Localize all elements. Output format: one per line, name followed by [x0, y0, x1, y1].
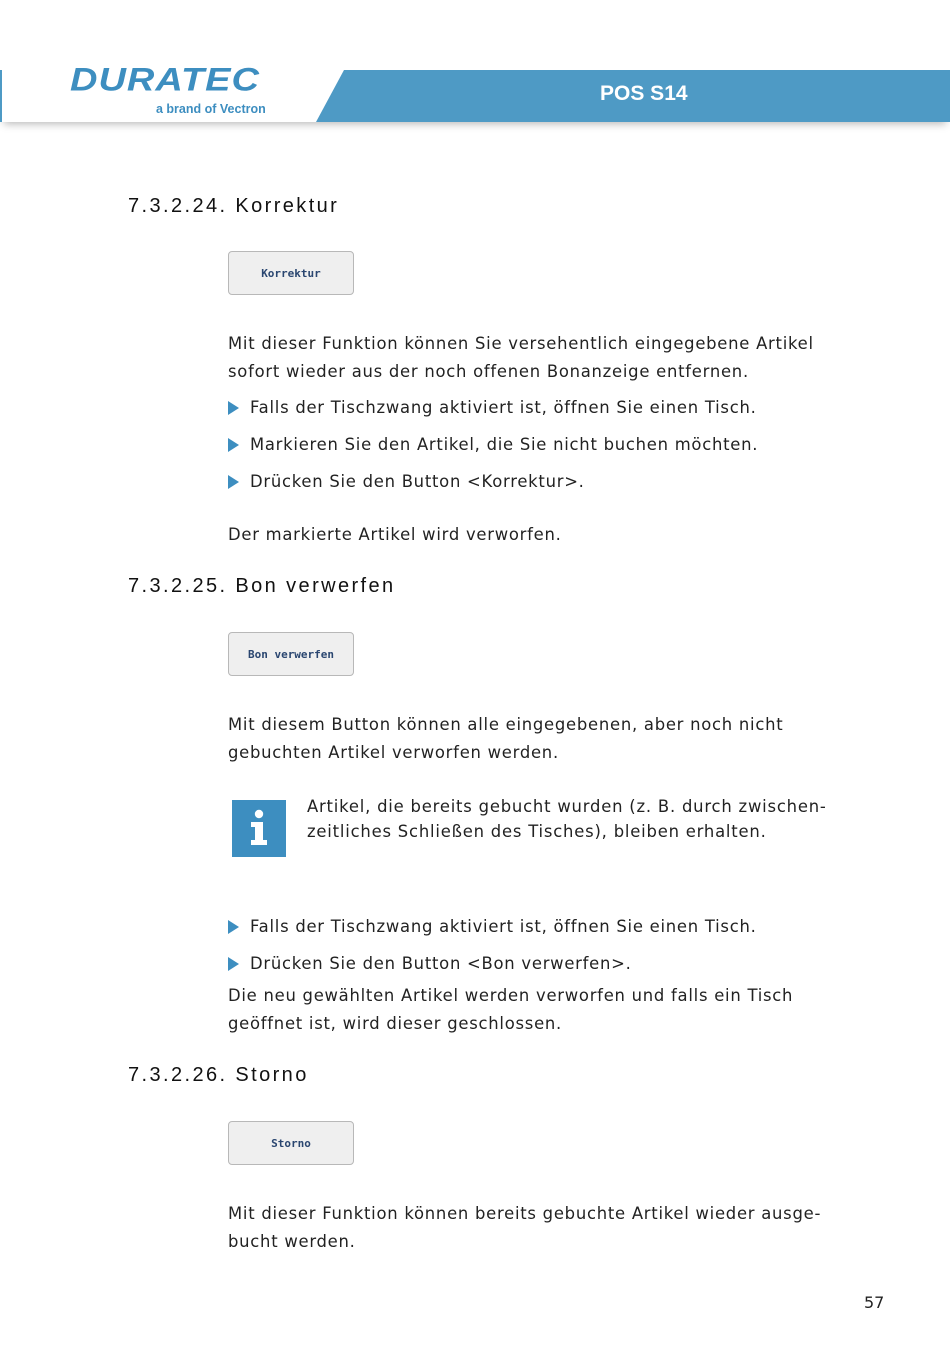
list-item-text: Markieren Sie den Artikel, die Sie nicht buchen möchten. — [250, 435, 759, 454]
bon-verwerfen-result — [228, 982, 868, 1037]
bon-verwerfen-result-line-2: geöffnet ist, wird dieser geschlossen. — [228, 1013, 563, 1033]
page-number: 57 — [864, 1293, 885, 1312]
section-heading-bon-verwerfen: 7.3.2.25. Bon verwerfen — [128, 575, 396, 597]
storno-intro-line-1: Mit dieser Funktion können bereits gebuchte Artikel wieder ausge- — [228, 1204, 822, 1223]
korrektur-button[interactable]: Korrektur — [228, 251, 354, 295]
triangle-right-icon — [228, 438, 239, 452]
triangle-right-icon — [228, 920, 239, 934]
storno-button[interactable]: Storno — [228, 1121, 354, 1165]
info-note-line-2: zeitliches Schließen des Tisches), bleiben erhalten. — [307, 821, 767, 841]
triangle-right-icon — [228, 475, 239, 489]
info-note-line-1: Artikel, die bereits gebucht wurden (z. B. durch zwischen- — [307, 797, 827, 816]
section-heading-korrektur: 7.3.2.24. Korrektur — [128, 195, 340, 217]
bon-verwerfen-intro — [228, 711, 868, 766]
bon-verwerfen-intro-line-2: gebuchten Artikel verworfen werden. — [228, 742, 559, 762]
brand-tagline: a brand of Vectron — [156, 102, 266, 116]
bon-verwerfen-button[interactable]: Bon verwerfen — [228, 632, 354, 676]
header-left-accent — [0, 70, 2, 122]
triangle-right-icon — [228, 401, 239, 415]
storno-intro-line-2: bucht werden. — [228, 1231, 356, 1251]
triangle-right-icon — [228, 957, 239, 971]
bon-verwerfen-intro-line-1: Mit diesem Button können alle eingegebenen, aber noch nicht — [228, 715, 784, 734]
brand-logo — [70, 62, 266, 116]
list-item-text: Drücken Sie den Button <Bon verwerfen>. — [250, 954, 632, 973]
korrektur-intro — [228, 330, 868, 385]
korrektur-result: Der markierte Artikel wird verworfen. — [228, 525, 562, 544]
info-icon — [232, 800, 286, 857]
list-item-text: Drücken Sie den Button <Korrektur>. — [250, 472, 585, 491]
storno-intro — [228, 1200, 868, 1255]
korrektur-intro-line-2: sofort wieder aus der noch offenen Bonanzeige entfernen. — [228, 361, 749, 381]
page-header — [0, 0, 950, 130]
list-item-text: Falls der Tischzwang aktiviert ist, öffnen Sie einen Tisch. — [250, 917, 757, 936]
logo-wordmark: DURATEC — [70, 62, 260, 99]
korrektur-intro-line-1: Mit dieser Funktion können Sie versehentlich eingegebene Artikel — [228, 334, 814, 353]
list-item-text: Falls der Tischzwang aktiviert ist, öffnen Sie einen Tisch. — [250, 398, 757, 417]
section-heading-storno: 7.3.2.26. Storno — [128, 1064, 309, 1086]
info-note — [307, 795, 867, 844]
model-title: POS S14 — [600, 82, 688, 105]
bon-verwerfen-result-line-1: Die neu gewählten Artikel werden verworfen und falls ein Tisch — [228, 986, 794, 1005]
